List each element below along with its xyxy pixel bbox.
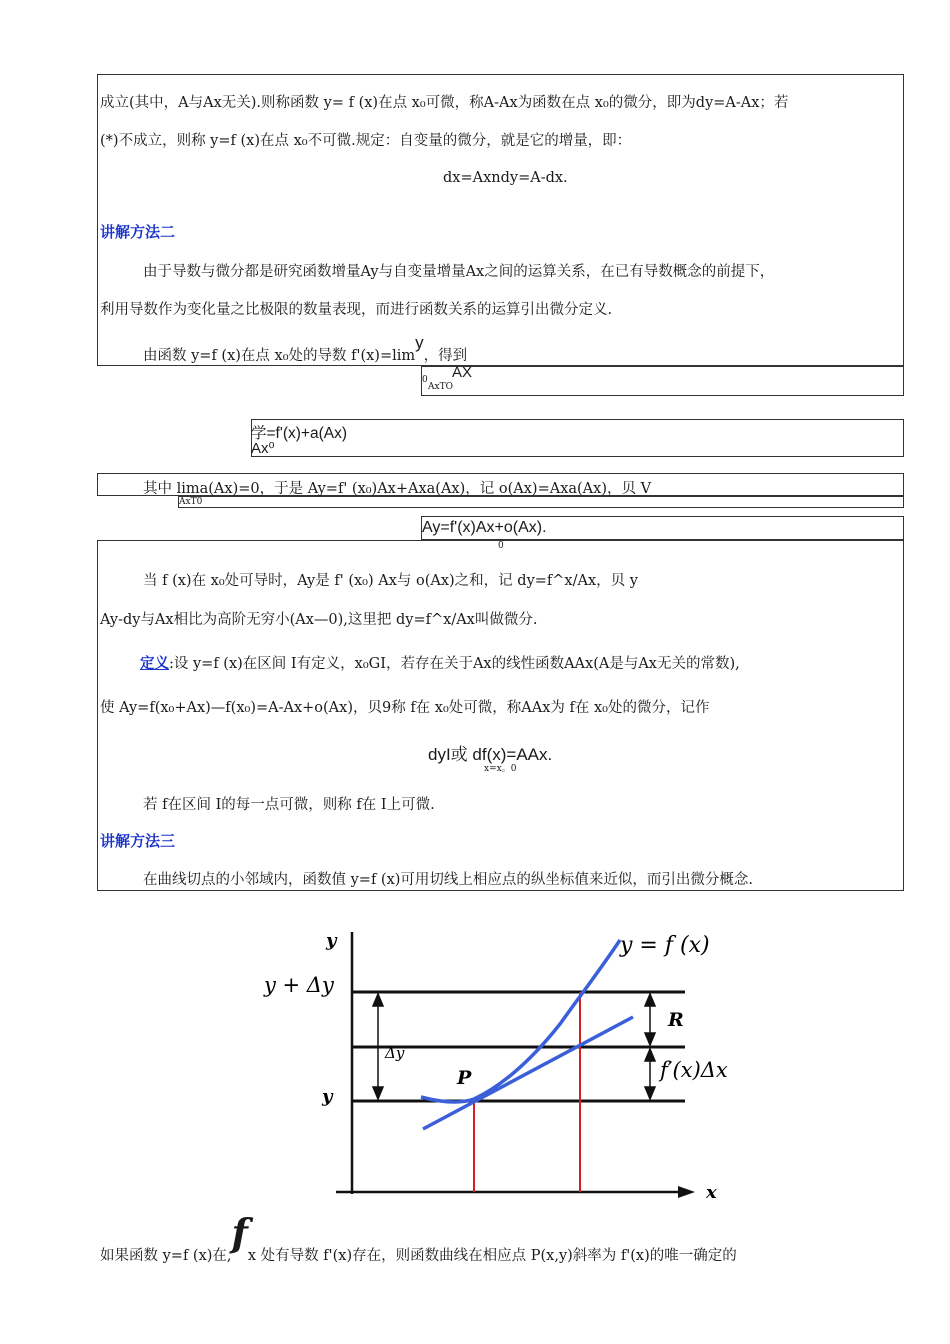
- block2-use-line: 使 Ay=f(x₀+Ax)—f(x₀)=A-Ax+o(Ax)，贝9称 f在 x₀处可微，称AAx为 f在 x₀处的微分，记作: [100, 700, 710, 716]
- footer-line: [100, 1210, 737, 1264]
- method2-para1: 由于导数与微分都是研究函数增量Ay与自变量增量Ax之间的运算关系，在已有导数概念的前提下，: [143, 264, 775, 280]
- curve-label: y = f (x): [620, 933, 710, 958]
- dy-label: Δy: [385, 1044, 405, 1062]
- block2-formula-sub: x=x。0: [484, 764, 517, 774]
- derivative-line: [143, 333, 468, 365]
- footer-text1: 如果函数 y=f (x)在,: [100, 1248, 232, 1264]
- derivative-text: 由函数 y=f (x)在点 x₀处的导数 f'(x)=lim: [143, 348, 416, 364]
- r-label: R: [668, 1009, 684, 1031]
- definition-link[interactable]: 定义: [140, 655, 169, 672]
- block2-formula: dyI或 df(x)=AAx.: [428, 745, 553, 764]
- equation3-text: Ay=f'(x)Ax+o(Ax).: [422, 519, 547, 536]
- block2-line1: 当 f (x)在 x₀处可导时，Ay是 f' (x₀) Ax与 o(Ax)之和，记 dy=f^x/Ax，贝 y: [143, 573, 638, 589]
- p-label: P: [457, 1067, 472, 1089]
- equation-box-2-sub: [178, 496, 904, 508]
- limit-subscript-zero: 0: [422, 375, 428, 385]
- block2-last-line: 若 f在区间 I的每一点可微，则称 f在 I上可微.: [143, 797, 435, 813]
- block1-line2: (*)不成立，则称 y=f (x)在点 x₀不可微.规定：自变量的微分，就是它的增量，即：: [100, 133, 632, 149]
- footer-big-f: f: [231, 1210, 248, 1255]
- limit-subscript: AxTO: [428, 382, 453, 392]
- tangent-line: [423, 1017, 633, 1129]
- equation1-bottom: Ax⁰: [251, 440, 275, 457]
- method3-heading: 讲解方法三: [100, 832, 176, 850]
- fdx-label: f′(x)Δx: [660, 1058, 728, 1082]
- block1-formula: dx=Axndy=A-dx.: [443, 170, 568, 186]
- footer-text2: x 处有导数 f'(x)存在，则函数曲线在相应点 P(x,y)斜率为 f'(x)的唯一确定的: [247, 1248, 737, 1264]
- equation2-text: 其中 lima(Ax)=0，于是 Ay=f' (x₀)Ax+Axa(Ax)，记 o(Ax)=Axa(Ax)，贝 V: [143, 481, 652, 497]
- equation-box-1: [251, 419, 904, 457]
- r-bracket: [645, 994, 655, 1045]
- method2-para2: 利用导数作为变化量之比极限的数量表现，而进行函数关系的运算引出微分定义.: [100, 302, 613, 318]
- method2-heading: 讲解方法二: [100, 223, 176, 241]
- equation2-sub: AxT0: [179, 497, 203, 507]
- derivative-end: ，得到: [423, 348, 468, 364]
- limit-subscript-box: [421, 366, 904, 396]
- y-axis-label: y: [326, 930, 337, 951]
- method3-text: 在曲线切点的小邻域内，函数值 y=f (x)可用切线上相应点的纵坐标值来近似，而引出微分概念.: [143, 872, 754, 888]
- y-plus-dy-label: y + Δy: [264, 973, 334, 997]
- definition-line: [140, 652, 740, 673]
- equation3-sub: 0: [498, 541, 504, 551]
- definition-box-1: [97, 74, 904, 366]
- x-axis-arrow: [678, 1186, 695, 1198]
- x-axis-label: x: [706, 1182, 717, 1203]
- derivative-y: y: [415, 333, 424, 352]
- limit-ax: AX: [452, 364, 473, 381]
- differential-figure: [240, 922, 760, 1212]
- definition-text: :设 y=f (x)在区间 I有定义，x₀GI，若存在关于Ax的线性函数AAx(A是与Ax无关的常数),: [169, 656, 740, 672]
- block1-line1: 成立(其中，A与Ax无关).则称函数 y= f (x)在点 x₀可微，称A-Ax为函数在点 x₀的微分，即为dy=A-Ax；若: [100, 95, 789, 111]
- block2-line2: Ay-dy与Ax相比为高阶无穷小(Ax—0),这里把 dy=f^x/Ax叫做微分.: [100, 612, 538, 628]
- fdx-bracket: [645, 1049, 655, 1099]
- equation1-top: 学=f'(x)+a(Ax): [251, 425, 347, 442]
- y-label: y: [322, 1086, 333, 1107]
